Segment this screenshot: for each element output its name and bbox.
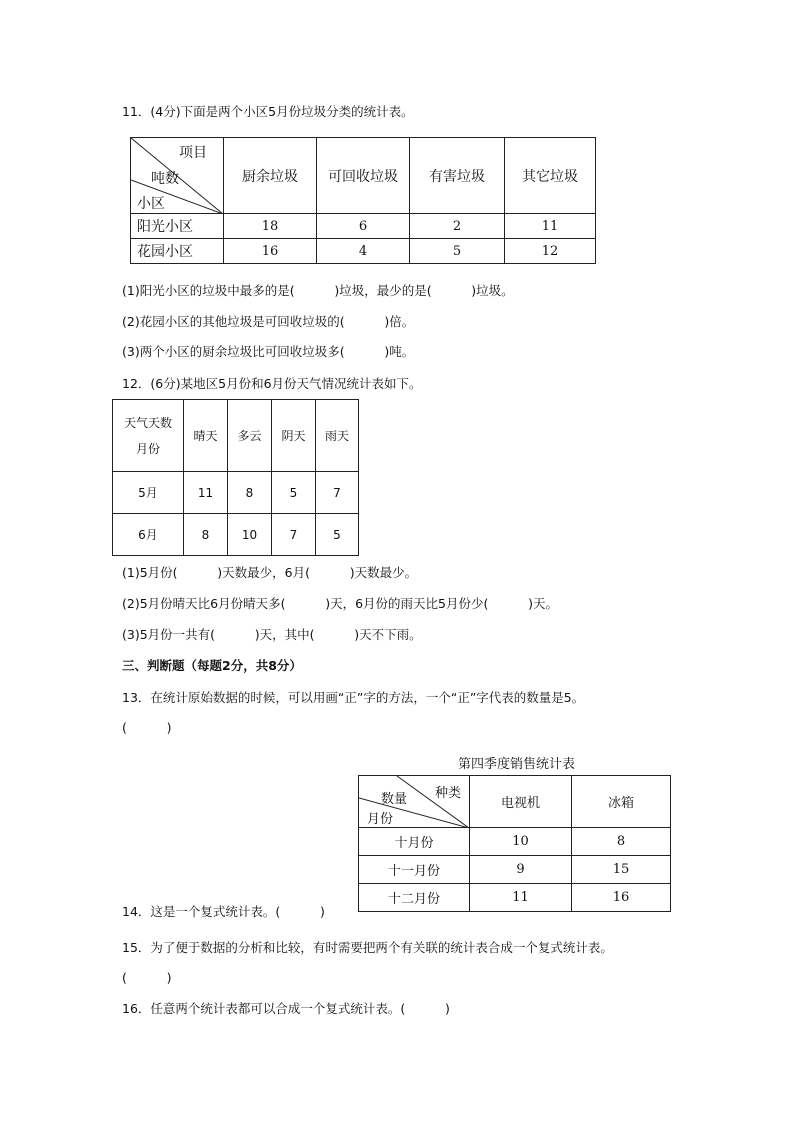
column-header: 厨余垃圾	[224, 138, 317, 214]
table-cell: 16	[572, 884, 671, 912]
q15-paren: ( )	[122, 970, 172, 985]
q15-text: 15．为了便于数据的分析和比较，有时需要把两个有关联的统计表合成一个复式统计表。	[122, 940, 613, 955]
table-cell: 16	[224, 239, 317, 264]
q11-sub3: (3)两个小区的厨余垃圾比可回收垃圾多( )吨。	[122, 344, 415, 359]
q13-text: 13．在统计原始数据的时候，可以用画“正”字的方法，一个“正”字代表的数量是5。	[122, 690, 585, 705]
q13-paren: ( )	[122, 720, 172, 735]
q12-sub1: (1)5月份( )天数最少，6月( )天数最少。	[122, 565, 418, 580]
table-cell: 5	[316, 514, 359, 556]
header-diagonal-cell	[359, 776, 470, 828]
table-cell: 10	[228, 514, 272, 556]
table-cell: 7	[272, 514, 316, 556]
row-label: 6月	[113, 514, 184, 556]
row-label: 阳光小区	[131, 214, 224, 239]
table-cell: 5	[272, 472, 316, 514]
weather-table	[112, 399, 359, 556]
table-row	[359, 828, 671, 856]
table-row	[131, 214, 596, 239]
header-item-label: 项目	[179, 145, 207, 161]
header-diagonal-cell	[131, 138, 224, 214]
row-label: 5月	[113, 472, 184, 514]
table-row	[359, 856, 671, 884]
section-heading: 三、判断题（每题2分，共8分）	[122, 658, 302, 673]
column-header: 其它垃圾	[505, 138, 596, 214]
q14-text: 14．这是一个复式统计表。( )	[122, 904, 325, 919]
header-tons-label: 吨数	[151, 171, 179, 187]
header-category-label: 种类	[435, 786, 462, 801]
row-label: 十一月份	[359, 856, 470, 884]
table-cell: 8	[572, 828, 671, 856]
row-label: 花园小区	[131, 239, 224, 264]
table-cell: 5	[410, 239, 505, 264]
table-cell: 9	[470, 856, 572, 884]
header-weather-days: 天气天数	[123, 415, 172, 430]
table-cell: 8	[228, 472, 272, 514]
header-cell	[113, 400, 184, 472]
column-header: 阴天	[272, 400, 316, 472]
table-cell: 11	[505, 214, 596, 239]
table-cell: 18	[224, 214, 317, 239]
table-cell: 4	[317, 239, 410, 264]
garbage-table	[130, 137, 596, 264]
header-community-label: 小区	[137, 196, 165, 212]
q11-sub2: (2)花园小区的其他垃圾是可回收垃圾的( )倍。	[122, 314, 415, 329]
q12-title: 12．(6分)某地区5月份和6月份天气情况统计表如下。	[122, 376, 422, 391]
q11-title: 11．(4分)下面是两个小区5月份垃圾分类的统计表。	[122, 104, 414, 119]
table-cell: 2	[410, 214, 505, 239]
row-label: 十月份	[359, 828, 470, 856]
table-cell: 11	[470, 884, 572, 912]
q11-sub1: (1)阳光小区的垃圾中最多的是( )垃圾，最少的是( )垃圾。	[122, 283, 514, 298]
table-cell: 15	[572, 856, 671, 884]
table-row	[113, 472, 359, 514]
header-month-label: 月份	[367, 812, 394, 827]
table-cell: 12	[505, 239, 596, 264]
column-header: 电视机	[470, 776, 572, 828]
header-quantity-label: 数量	[381, 792, 408, 807]
sales-table-title: 第四季度销售统计表	[458, 757, 576, 772]
table-cell: 10	[470, 828, 572, 856]
column-header: 雨天	[316, 400, 359, 472]
table-cell: 11	[184, 472, 228, 514]
column-header: 可回收垃圾	[317, 138, 410, 214]
column-header: 多云	[228, 400, 272, 472]
q12-sub3: (3)5月份一共有( )天，其中( )天不下雨。	[122, 627, 422, 642]
table-cell: 7	[316, 472, 359, 514]
column-header: 冰箱	[572, 776, 671, 828]
row-label: 十二月份	[359, 884, 470, 912]
table-cell: 8	[184, 514, 228, 556]
table-cell: 6	[317, 214, 410, 239]
table-row	[113, 514, 359, 556]
table-row	[359, 884, 671, 912]
sales-table	[358, 775, 671, 912]
q12-sub2: (2)5月份晴天比6月份晴天多( )天，6月份的雨天比5月份少( )天。	[122, 596, 558, 611]
column-header: 有害垃圾	[410, 138, 505, 214]
q16-text: 16．任意两个统计表都可以合成一个复式统计表。( )	[122, 1001, 450, 1016]
header-month: 月份	[135, 441, 160, 456]
table-row	[131, 239, 596, 264]
column-header: 晴天	[184, 400, 228, 472]
